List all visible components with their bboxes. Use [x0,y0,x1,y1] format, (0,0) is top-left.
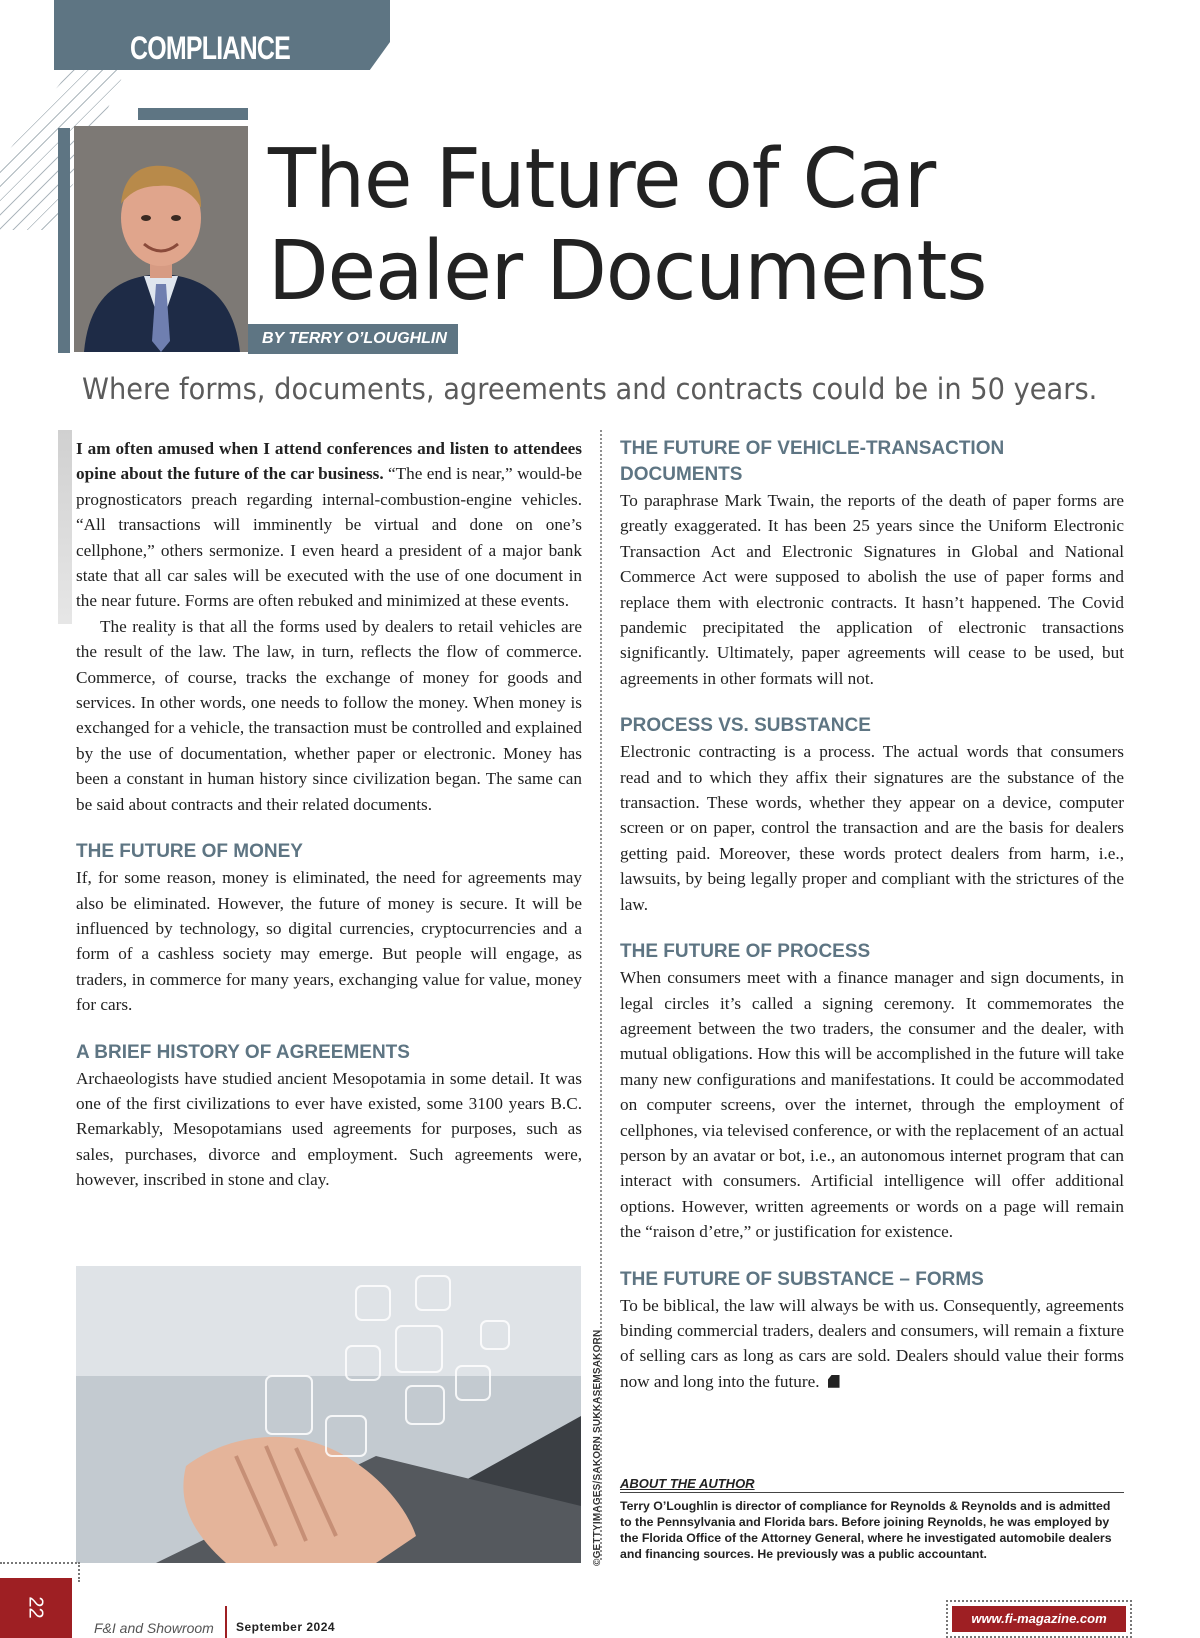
dek-subtitle: Where forms, documents, agreements and contracts could be in 50 years. [82,372,1098,406]
headline [268,134,1151,318]
section-heading-vehicle-documents: THE FUTURE OF VEHICLE-TRANSACTION DOCUMENTS [620,438,1005,485]
intro-paragraph [76,436,582,614]
headline-line-2: Dealer Documents [268,224,987,319]
left-column [76,436,582,1193]
page-number: 22 [24,1596,47,1619]
section-body-history: Archaeologists have studied ancient Mesopotamia in some detail. It was one of the first civilizations to ever have existed, some 3100 years B.C. Remarkably, Mesopotamians used agreements for purposes, such as sales, purchases, divorce and employment. Such agreements were, however, inscribed in stone and clay. [76,1068,582,1190]
publication-name: F&I and Showroom [94,1620,214,1636]
right-column [620,436,1124,1394]
end-mark-icon [828,1375,840,1388]
headline-line-1: The Future of Car [268,132,936,227]
issue-date: September 2024 [236,1620,336,1634]
section-label: COMPLIANCE [130,30,290,66]
section-body-vehicle-documents: To paraphrase Mark Twain, the reports of the death of paper forms are greatly exaggerated. It has been 25 years since the Uniform Electronic Transaction Act and Electronic Signatures in Global and National Commerce Act were supposed to abolish the use of paper forms and replace them with electronic contracts. It hasn’t happened. The Covid pandemic precipitated the application of electronic transactions significantly. Ultimately, paper agreements will cease to be used, but agreements in other formats will not. [620,491,1124,688]
photo-accent-bar [138,108,248,120]
section-body-future-substance [620,1293,1124,1395]
footer-separator [225,1606,227,1638]
intro-rest: “The end is near,” would-be prognosticators preach regarding internal-combustion-engine vehicles. “All transactions will imminently be virtual and done on one’s cellphone,” others sermonize. I even heard a president of a major bank state that all car sales will be executed with the use of one document in the near future. Forms are often rebuked and minimized at these events. [76,464,583,611]
about-author-heading: ABOUT THE AUTHOR [620,1476,1124,1493]
section-body-process-vs-substance: Electronic contracting is a process. The actual words that consumers read and to which they affix their signatures are the substance of the transaction. These words, whether they appear on a device, computer screen or on paper, control the transaction and are the basis for dealers getting paid. Moreover, these words protect dealers from harm, i.e., lawsuits, by being legally proper and compliant with the strictures of the law. [620,742,1124,914]
intro-bold: I am often amused when I attend conferences and listen to attendees opine about the future of the car business. [76,439,582,484]
photo-credit: ©GETTYIMAGES/SAKORN SUKKASEMSAKORN [592,1329,603,1566]
photo-accent-side [58,128,70,353]
section-heading-future-process: THE FUTURE OF PROCESS [620,941,871,963]
decorative-dropcap-bar [58,430,72,624]
section-heading-history: A BRIEF HISTORY OF AGREEMENTS [76,1041,410,1063]
section-heading-future-substance: THE FUTURE OF SUBSTANCE – FORMS [620,1268,984,1290]
byline: BY TERRY O’LOUGHLIN [248,324,458,354]
section-body-future-substance-text: To be biblical, the law will always be with us. Consequently, agreements binding commercial traders, dealers and consumers, will remain a fixture of selling cars as long as cars are sold. Dealers should value their forms now and long into the future. [620,1295,1124,1391]
section-heading-money: THE FUTURE OF MONEY [76,841,303,863]
body-paragraph: The reality is that all the forms used by dealers to retail vehicles are the result of the law. The law, in turn, reflects the flow of commerce. Commerce, of course, tracks the exchange of money for goods and services. In other words, one needs to follow the money. When money is exchanged for a vehicle, the transaction must be controlled and explained by the use of documentation, whether paper or electronic. Money has been a constant in human history since civilization began. The same can be said about contracts and their related documents. [76,616,582,814]
section-body-money: If, for some reason, money is eliminated, the need for agreements may also be eliminated. However, the future of money is secure. It will be influenced by technology, so digital currencies, cryptocurrencies and a form of a cashless society may emerge. But people will engage, as traders, in commerce for many years, exchanging value for value, money for cars. [76,868,582,1015]
about-author-body: Terry O’Loughlin is director of compliance for Reynolds & Reynolds and is admitted to the Pennsylvania and Florida bars. Before joining Reynolds, he was employed by the Florida Office of the Attorney General, where he investigated automobile dealers and financing sources. He previously was a public accountant. [620,1499,1112,1561]
website-link[interactable]: www.fi-magazine.com [952,1606,1126,1632]
section-body-future-process: When consumers meet with a finance manager and sign documents, in legal circles it’s called a signing ceremony. It commemorates the agreement between the two traders, the consumer and the dealer, with mutual obligations. How this will be accomplished in the future will take many new configurations and manifestations. It could be accommodated on computer screens, over the internet, through the employment of cellphones, via televised conference, or with the replacement of an actual person by an avatar or bot, i.e., an autonomous internet program that can interact with consumers. Artificial intelligence will offer additional options. However, written agreements or words on a page will remain the “raison d’etre,” or justification for existence. [620,968,1124,1242]
section-heading-process-vs-substance: PROCESS VS. SUBSTANCE [620,715,871,737]
laptop-hands-image [76,1266,581,1563]
author-photo [74,126,248,352]
